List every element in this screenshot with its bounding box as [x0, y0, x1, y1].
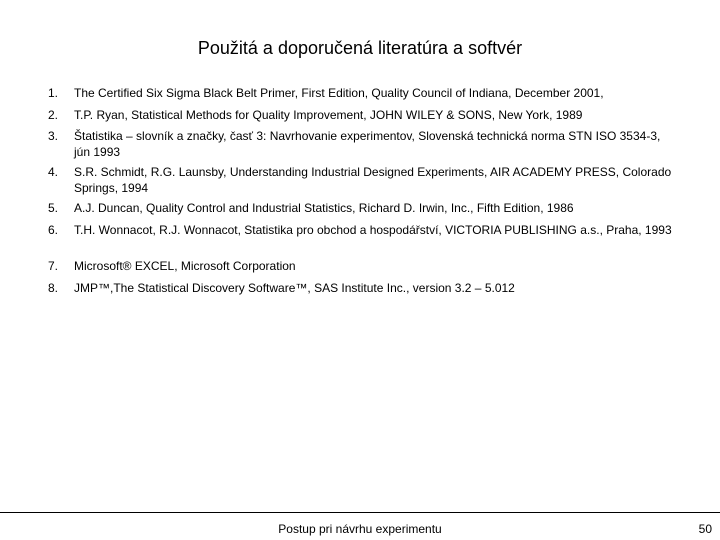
- reference-number: 5.: [48, 201, 59, 215]
- reference-number: 1.: [48, 86, 59, 100]
- reference-text: Microsoft® EXCEL, Microsoft Corporation: [74, 259, 296, 273]
- footer-divider: [0, 512, 720, 513]
- reference-number: 6.: [48, 223, 59, 237]
- reference-number: 7.: [48, 259, 59, 273]
- reference-number: 3.: [48, 129, 59, 143]
- reference-text: The Certified Six Sigma Black Belt Primer, First Edition, Quality Council of Indiana, December 2001,: [74, 86, 604, 100]
- reference-text: T.H. Wonnacot, R.J. Wonnacot, Statistika pro obchod a hospodářství, VICTORIA PUBLISHING a.s., Praha, 1993: [74, 223, 672, 237]
- reference-text: A.J. Duncan, Quality Control and Industrial Statistics, Richard D. Irwin, Inc., Fifth Edition, 1986: [74, 201, 574, 215]
- footer-title: Postup pri návrhu experimentu: [278, 522, 442, 536]
- reference-text: Štatistika – slovník a značky, časť 3: Navrhovanie experimentov, Slovenská technická norma STN ISO 3534-3, jún 1993: [74, 129, 661, 159]
- reference-number: 8.: [48, 281, 59, 295]
- reference-number: 2.: [48, 108, 59, 122]
- reference-text: JMP™,The Statistical Discovery Software™, SAS Institute Inc., version 3.2 – 5.012: [74, 281, 515, 295]
- reference-number: 4.: [48, 165, 59, 179]
- reference-text: S.R. Schmidt, R.G. Launsby, Understanding Industrial Designed Experiments, AIR ACADEMY PRESS, Colorado Springs, 1994: [74, 165, 672, 195]
- reference-text: T.P. Ryan, Statistical Methods for Quality Improvement, JOHN WILEY & SONS, New York, 1989: [74, 108, 583, 122]
- page-number: 50: [698, 522, 712, 536]
- slide-title: Použitá a doporučená literatúra a softvér: [197, 38, 523, 58]
